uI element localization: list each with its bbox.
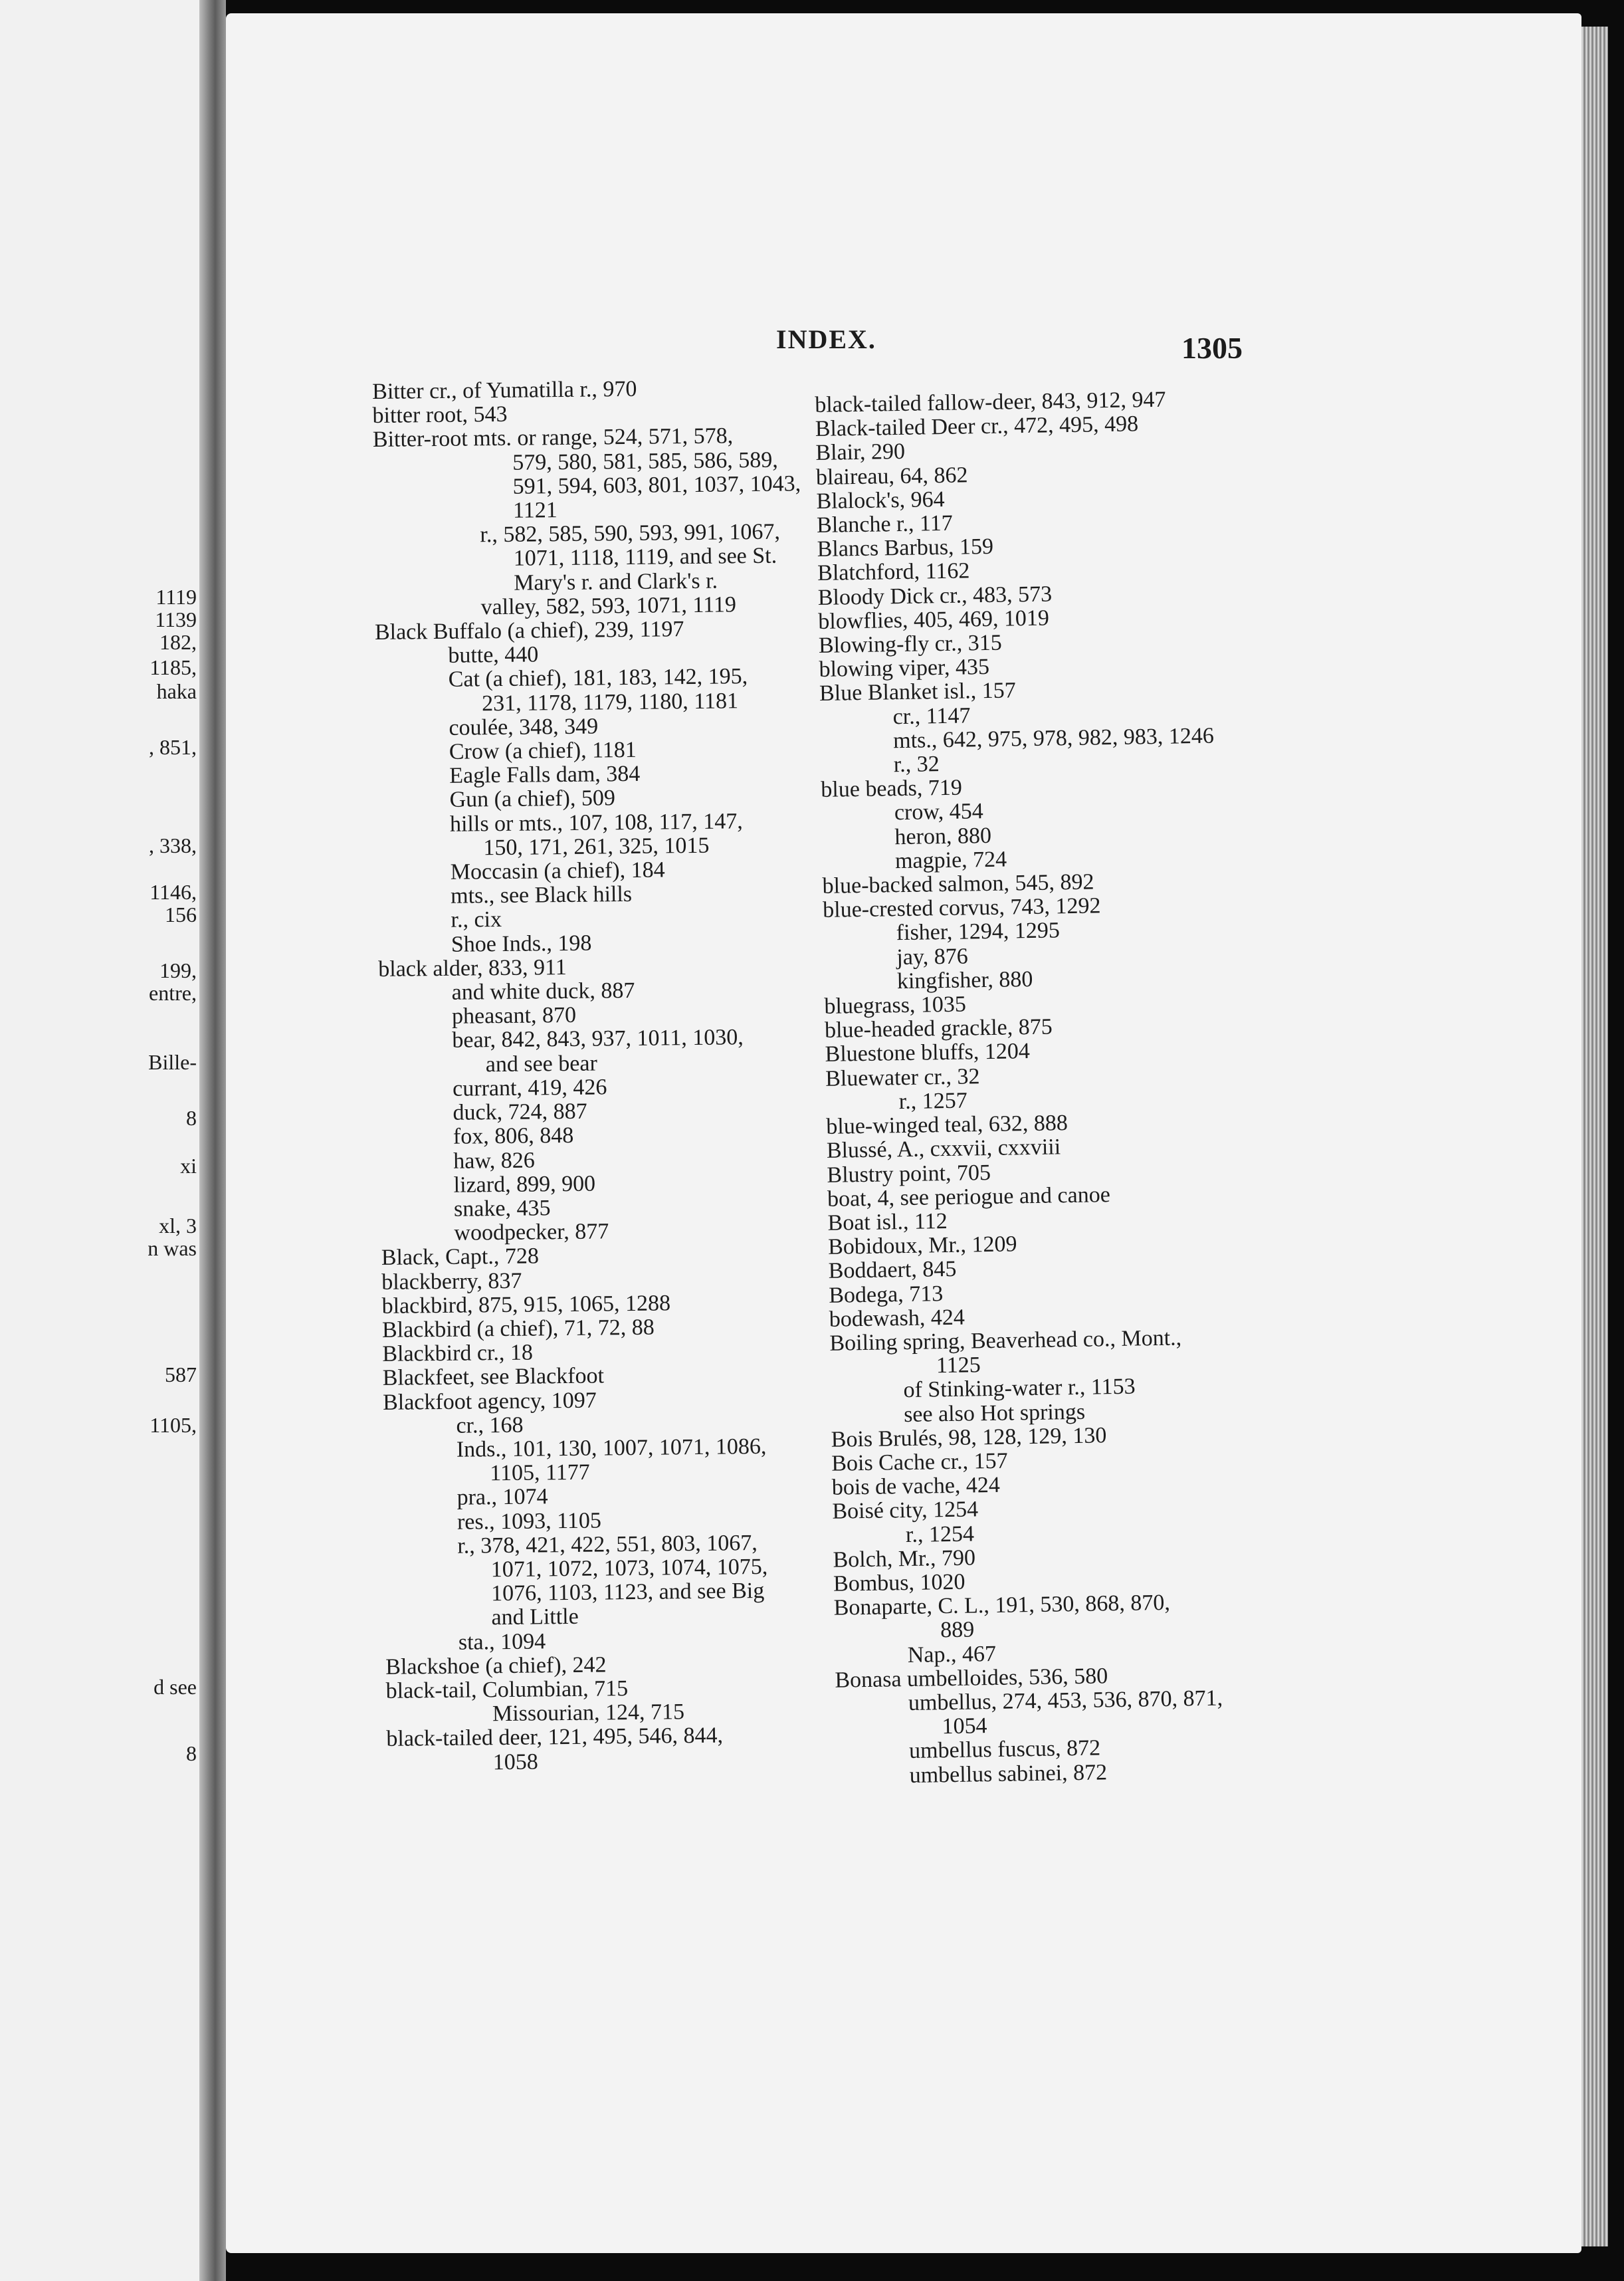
index-subentry: lizard, 899, 900 [453,1171,596,1198]
index-entry: Boat isl., 112 [827,1208,948,1236]
index-entry: Blackbird (a chief), 71, 72, 88 [381,1315,655,1343]
index-subentry: Missourian, 124, 715 [492,1699,685,1727]
left-page-fragment: xl, 3 [159,1214,197,1238]
left-page-fragment: , 338, [149,833,197,857]
left-page-fragment: 1146, [150,880,197,904]
index-entry: black alder, 833, 911 [378,954,567,982]
index-subentry: currant, 419, 426 [452,1075,607,1101]
index-entry: Blancs Barbus, 159 [817,534,994,562]
index-subentry: umbellus, 274, 453, 536, 870, 871, [908,1685,1223,1715]
index-subentry: 1058 [492,1749,538,1775]
index-subentry: fisher, 1294, 1295 [896,918,1061,946]
index-entry: Blair, 290 [815,439,906,466]
left-page-fragment: xi [180,1154,197,1178]
index-entry: Bitter-root mts. or range, 524, 571, 578, [372,423,734,453]
left-page-fragment: 8 [186,1106,197,1130]
index-subentry: heron, 880 [894,823,992,849]
index-subentry: umbellus fuscus, 872 [908,1735,1101,1764]
index-entry: Bluestone bluffs, 1204 [825,1039,1031,1067]
index-subentry: kingfisher, 880 [896,966,1033,994]
index-subentry: woodpecker, 877 [454,1219,609,1246]
index-entry: Bobidoux, Mr., 1209 [827,1232,1017,1259]
index-subentry: r., 378, 421, 422, 551, 803, 1067, [457,1530,758,1559]
index-subentry: mts., see Black hills [450,882,633,909]
index-entry: black-tailed deer, 121, 495, 546, 844, [386,1723,724,1752]
index-entry: blue-crested corvus, 743, 1292 [822,893,1101,923]
index-entry: Bloody Dick cr., 483, 573 [817,582,1053,610]
left-page-fragment: 1185, [150,655,197,679]
index-entry: blowing viper, 435 [819,655,990,683]
index-entry: Blatchford, 1162 [817,558,970,586]
left-page-fragment: 1139 [155,607,197,631]
index-entry: blue-winged teal, 632, 888 [826,1111,1068,1139]
index-subentry: Inds., 101, 130, 1007, 1071, 1086, [456,1434,767,1462]
index-column-left [372,376,825,1776]
index-entry: Bois Cache cr., 157 [831,1448,1008,1476]
index-entry: Bolch, Mr., 790 [833,1545,976,1573]
index-column-right [815,387,1275,1789]
index-subentry: Crow (a chief), 1181 [449,737,637,764]
index-entry: Blowing-fly cr., 315 [818,630,1002,658]
index-entry: bitter root, 543 [372,402,508,429]
index-entry: Bonaparte, C. L., 191, 530, 868, 870, [833,1590,1171,1620]
index-entry: Blustry point, 705 [827,1160,991,1188]
index-subentry: 1054 [942,1713,987,1739]
index-entry: Blue Blanket isl., 157 [819,678,1016,706]
index-subentry: coulée, 348, 349 [449,714,599,740]
page-number: 1305 [1181,331,1243,365]
left-page-fragment: 8 [186,1741,197,1765]
index-subentry: see also Hot springs [903,1399,1086,1427]
index-subentry: haw, 826 [453,1148,535,1174]
index-subentry: magpie, 724 [894,847,1007,874]
index-subentry: butte, 440 [448,642,539,669]
index-subentry: valley, 582, 593, 1071, 1119 [480,592,737,620]
left-page-fragment: , 851, [149,735,197,759]
index-subentry: Mary's r. and Clark's r. [514,568,718,596]
index-entry: blue-headed grackle, 875 [824,1014,1053,1043]
index-subentry: 579, 580, 581, 585, 586, 589, [512,447,778,475]
index-entry: bodewash, 424 [829,1305,965,1332]
index-entry: Bonasa umbelloides, 536, 580 [835,1664,1108,1693]
index-entry: blaireau, 64, 862 [815,463,968,490]
index-subentry: jay, 876 [896,944,968,970]
index-entry: Bodega, 713 [829,1281,944,1308]
index-subentry: Moccasin (a chief), 184 [450,857,665,885]
index-subentry: r., 1257 [898,1088,967,1115]
running-head: INDEX. [776,324,876,354]
left-page-fragment: 587 [165,1362,197,1386]
index-entry: Blackbird cr., 18 [382,1340,534,1367]
index-entry: blackberry, 837 [381,1268,522,1295]
index-entry: Black, Capt., 728 [381,1244,540,1271]
index-entry: Blackfoot agency, 1097 [382,1388,597,1415]
left-page-fragment: haka [156,679,197,703]
index-subentry: 889 [940,1617,975,1643]
left-page-fragment: entre, [149,981,197,1005]
index-entry: Bitter cr., of Yumatilla r., 970 [371,376,637,404]
index-entry: Blanche r., 117 [816,510,953,538]
index-entry: Bombus, 1020 [833,1569,965,1596]
index-entry: black-tail, Columbian, 715 [385,1676,629,1703]
index-subentry: cr., 168 [456,1412,524,1438]
left-page-fragment: 182, [159,630,197,654]
left-page-fragment: 156 [165,903,197,926]
index-entry: Boiling spring, Beaverhead co., Mont., [829,1325,1182,1356]
left-page-fragment: d see [153,1675,197,1699]
index-subentry: snake, 435 [453,1196,551,1222]
index-subentry: r., 582, 585, 590, 593, 991, 1067, [480,519,781,548]
index-subentry: res., 1093, 1105 [457,1508,602,1535]
index-subentry: cr., 1147 [892,703,971,729]
index-subentry: 150, 171, 261, 325, 1015 [483,833,710,861]
index-subentry: mts., 642, 975, 978, 982, 983, 1246 [892,723,1215,754]
index-entry: black-tailed fallow-deer, 843, 912, 947 [814,387,1166,417]
index-subentry: Cat (a chief), 181, 183, 142, 195, [448,664,748,693]
left-page-fragment: 199, [159,958,197,982]
index-entry: boat, 4, see periogue and canoe [827,1182,1111,1212]
index-entry: Blackfeet, see Blackfoot [382,1363,605,1391]
left-page-fragment: n was [148,1236,197,1260]
index-subentry: 1076, 1103, 1123, and see Big [490,1578,765,1606]
index-subentry: r., cix [451,907,502,933]
index-entry: Bois Brulés, 98, 128, 129, 130 [831,1423,1107,1452]
index-subentry: sta., 1094 [458,1628,546,1655]
index-subentry: 1125 [936,1353,981,1378]
index-subentry: Eagle Falls dam, 384 [449,762,641,789]
index-subentry: fox, 806, 848 [453,1123,574,1150]
left-page-fragment: Bille- [148,1050,197,1074]
left-page-fragment: 1119 [155,585,197,609]
index-subentry: hills or mts., 107, 108, 117, 147, [449,808,743,837]
index-entry: blackbird, 875, 915, 1065, 1288 [381,1291,671,1319]
index-subentry: bear, 842, 843, 937, 1011, 1030, [452,1025,744,1053]
index-entry: bluegrass, 1035 [824,992,967,1019]
index-entry: bois de vache, 424 [831,1472,1001,1500]
index-subentry: 231, 1178, 1179, 1180, 1181 [481,688,739,716]
left-page-fragment: 1105, [150,1413,197,1437]
index-subentry: r., 1254 [905,1521,975,1547]
index-entry: blue beads, 719 [821,775,963,803]
index-subentry: Gun (a chief), 509 [449,786,616,813]
index-entry: Black-tailed Deer cr., 472, 495, 498 [815,411,1139,442]
facing-left-page [0,0,199,2281]
index-entry: Bluewater cr., 32 [825,1063,980,1091]
index-subentry: pra., 1074 [457,1484,548,1511]
book-gutter [199,0,226,2281]
index-subentry: of Stinking-water r., 1153 [903,1374,1136,1403]
index-subentry: 1105, 1177 [490,1460,590,1486]
index-subentry: r., 32 [893,752,940,778]
index-entry: Blackshoe (a chief), 242 [385,1652,607,1680]
index-subentry: duck, 724, 887 [453,1099,587,1125]
index-subentry: pheasant, 870 [451,1003,577,1030]
index-entry: Blussé, A., cxxvii, cxxviii [826,1135,1061,1164]
index-entry: blue-backed salmon, 545, 892 [822,869,1094,899]
index-subentry: 1071, 1072, 1073, 1074, 1075, [490,1554,768,1582]
index-entry: blowflies, 405, 469, 1019 [818,605,1050,634]
page-stack-edge [1581,27,1608,2246]
index-subentry: crow, 454 [894,799,983,825]
index-subentry: umbellus sabinei, 872 [909,1759,1108,1788]
index-subentry: Shoe Inds., 198 [451,930,592,957]
index-subentry: 591, 594, 603, 801, 1037, 1043, [512,471,801,499]
index-entry: Black Buffalo (a chief), 239, 1197 [374,617,684,645]
index-entry: Boddaert, 845 [828,1257,957,1284]
index-entry: Blalock's, 964 [816,487,945,514]
index-subentry: and Little [491,1604,579,1630]
index-subentry: and white duck, 887 [451,978,635,1005]
index-subentry: 1071, 1118, 1119, and see St. [513,544,777,572]
index-subentry: and see bear [485,1051,597,1077]
index-entry: Boisé city, 1254 [832,1497,979,1525]
index-subentry: Nap., 467 [907,1641,997,1668]
index-subentry: 1121 [512,498,558,523]
